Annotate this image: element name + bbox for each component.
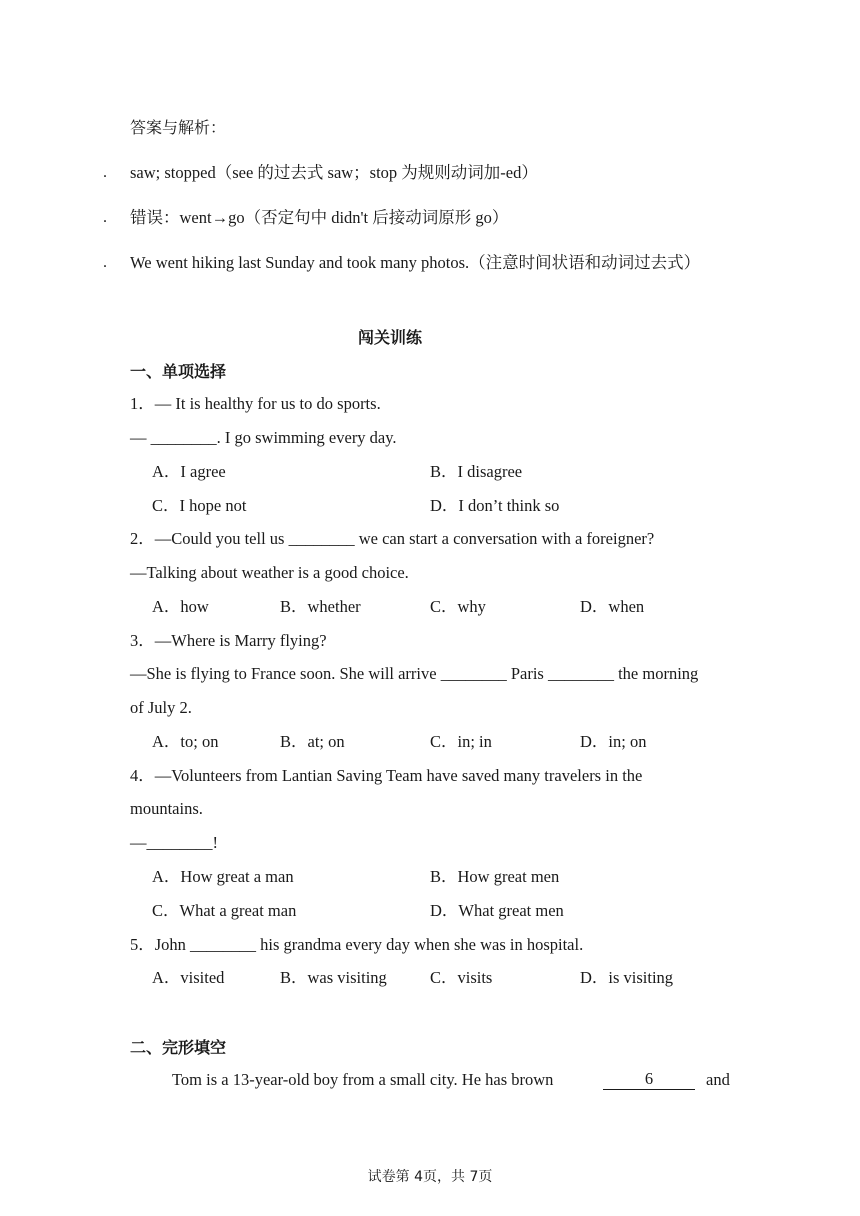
list-bullet: . [103, 254, 107, 271]
answer-item-3: We went hiking last Sunday and took many photos.（注意时间状语和动词过去式） [130, 253, 701, 272]
question-4-line-2: mountains. [130, 799, 203, 818]
q3-option-d[interactable]: D．in; on [580, 732, 647, 751]
q5-option-a[interactable]: A．visited [152, 968, 225, 987]
question-4-line-3: —________! [130, 833, 218, 852]
question-1-line-2: — ________. I go swimming every day. [130, 428, 397, 447]
q1-option-a[interactable]: A．I agree [152, 462, 226, 481]
q2-option-a[interactable]: A．how [152, 597, 209, 616]
q5-option-b[interactable]: B．was visiting [280, 968, 387, 987]
q2-option-d[interactable]: D．when [580, 597, 645, 616]
question-3-line-2: —She is flying to France soon. She will arrive ________ Paris ________ the morning [130, 664, 699, 683]
practice-title: 闯关训练 [357, 328, 422, 347]
q2-option-b[interactable]: B．whether [280, 597, 361, 616]
list-bullet: . [103, 209, 107, 226]
page-footer: 试卷第 4页，共 7页 [367, 1169, 493, 1185]
list-bullet: . [103, 164, 107, 181]
question-2-line-1: 2．—Could you tell us ________ we can start a conversation with a foreigner? [130, 529, 655, 548]
question-4-line-1: 4．—Volunteers from Lantian Saving Team have saved many travelers in the [130, 766, 643, 785]
q4-option-d[interactable]: D．What great men [430, 901, 564, 920]
q4-option-b[interactable]: B．How great men [430, 867, 560, 886]
question-3-line-3: of July 2. [130, 698, 192, 717]
question-2-line-2: —Talking about weather is a good choice. [130, 563, 409, 582]
answer-item-2: 错误：went→go（否定句中 didn't 后接动词原形 go） [130, 208, 509, 227]
cloze-text-start: Tom is a 13-year-old boy from a small city. He has brown [172, 1070, 554, 1089]
q1-option-b[interactable]: B．I disagree [430, 462, 523, 481]
q2-option-c[interactable]: C．why [430, 597, 486, 616]
q3-option-b[interactable]: B．at; on [280, 732, 345, 751]
answers-heading: 答案与解析： [130, 118, 227, 137]
question-5-line-1: 5．John ________ his grandma every day when she was in hospital. [130, 935, 584, 954]
cloze-text-continue: and [706, 1070, 730, 1089]
q3-option-a[interactable]: A．to; on [152, 732, 219, 751]
question-1-line-1: 1．— It is healthy for us to do sports. [130, 394, 381, 413]
question-3-line-1: 3．—Where is Marry flying? [130, 631, 327, 650]
q5-option-d[interactable]: D．is visiting [580, 968, 674, 987]
q1-option-c[interactable]: C．I hope not [152, 496, 247, 515]
cloze-blank-6[interactable]: 6 [603, 1069, 695, 1090]
section-title-multiple-choice: 一、单项选择 [130, 362, 227, 381]
q3-option-c[interactable]: C．in; in [430, 732, 492, 751]
q4-option-c[interactable]: C．What a great man [152, 901, 297, 920]
q1-option-d[interactable]: D．I don’t think so [430, 496, 560, 515]
q5-option-c[interactable]: C．visits [430, 968, 493, 987]
answer-item-1: saw; stopped（see 的过去式 saw；stop 为规则动词加-ed） [130, 163, 538, 182]
section-title-cloze: 二、完形填空 [130, 1038, 227, 1057]
q4-option-a[interactable]: A．How great a man [152, 867, 294, 886]
